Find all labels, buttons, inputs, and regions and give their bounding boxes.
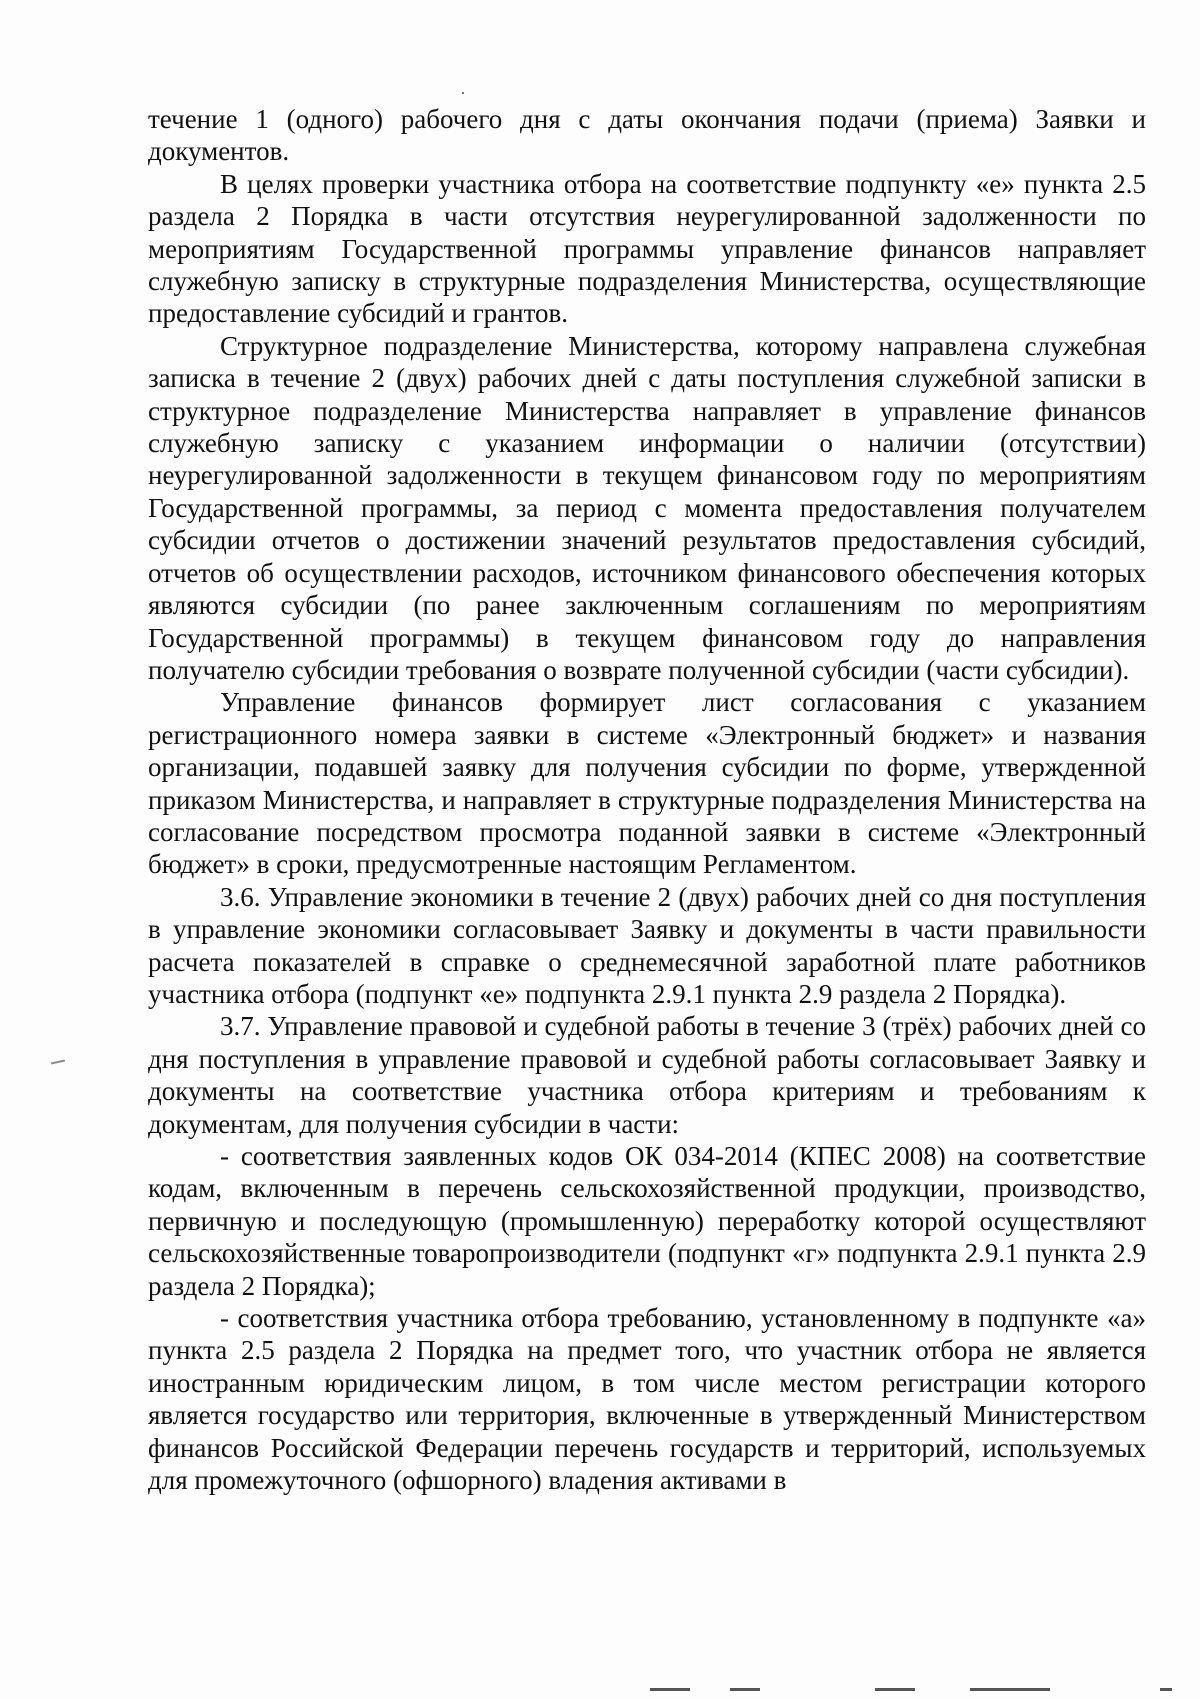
paragraph-last: - соответствия участника отбора требованию, установленному в подпункте «а» пункта 2.5 раздела 2 Порядка на предмет того, что участник отбора не является иностранным юридическим лицом, в том числе местом регистрации которого является государство или территория, включенные в утвержденный Министерством финансов Российской Федерации перечень государств и территорий, используемых для промежуточного (офшорного) владения активами в (148, 1303, 1146, 1496)
paragraph: Управление финансов формирует лист согласования с указанием регистрационного номера заявки в системе «Электронный бюджет» и названия организации, подавшей заявку для получения субсидии по форме, утвержденной приказом Министерства, и направляет в структурные подразделения Министерства на согласование посредством просмотра поданной заявки в системе «Электронный бюджет» в сроки, предусмотренные настоящим Регламентом. (148, 687, 1146, 880)
paragraph: В целях проверки участника отбора на соответствие подпункту «е» пункта 2.5 раздела 2 Порядка в части отсутствия неурегулированной задолженности по мероприятиям Государственной программы управление финансов направляет служебную записку в структурные подразделения Министерства, осуществляющие предоставление субсидий и грантов. (148, 168, 1146, 329)
scan-dot (462, 92, 464, 94)
paragraph: Структурное подразделение Министерства, которому направлена служебная записка в течение 2 (двух) рабочих дней с даты поступления служебной записки в структурное подразделение Министерства направляет в управление финансов служебную записку с указанием информации о наличии (отсутствии) неурегулированной задолженности в текущем финансовом году по мероприятиям Государственной программы, за период с момента предоставления получателем субсидии отчетов о достижении значений результатов предоставления субсидий, отчетов об осуществлении расходов, источником финансового обеспечения которых являются субсидии (по ранее заключенным соглашениям по мероприятиям Государственной программы) в текущем финансовом году до направления получателю субсидии требования о возврате полученной субсидии (части субсидии). (148, 330, 1146, 685)
scan-margin-mark (51, 1060, 65, 1065)
scan-edge-mark (1160, 1688, 1172, 1691)
scan-edge-mark (875, 1688, 915, 1691)
paragraph: 3.7. Управление правовой и судебной работы в течение 3 (трёх) рабочих дней со дня поступления в управление правовой и судебной работы согласовывает Заявку и документы на соответствие участника отбора критериям и требованиям к документам, для получения субсидии в части: (148, 1011, 1146, 1139)
scan-edge-mark (970, 1688, 1050, 1691)
scan-edge-mark (730, 1688, 760, 1691)
document-body (148, 103, 1146, 1496)
paragraph: - соответствия заявленных кодов ОК 034-2014 (КПЕС 2008) на соответствие кодам, включенным в перечень сельскохозяйственной продукции, производство, первичную и последующую (промышленную) переработку которой осуществляют сельскохозяйственные товаропроизводители (подпункт «г» подпункта 2.9.1 пункта 2.9 раздела 2 Порядка); (148, 1141, 1146, 1301)
paragraph: течение 1 (одного) рабочего дня с даты окончания подачи (приема) Заявки и документов. (148, 104, 1146, 167)
scan-edge-mark (650, 1688, 690, 1691)
paragraph: 3.6. Управление экономики в течение 2 (двух) рабочих дней со дня поступления в управление экономики согласовывает Заявку и документы в части правильности расчета показателей в справке о среднемесячной заработной плате работников участника отбора (подпункт «е» подпункта 2.9.1 пункта 2.9 раздела 2 Порядка). (148, 881, 1146, 1009)
